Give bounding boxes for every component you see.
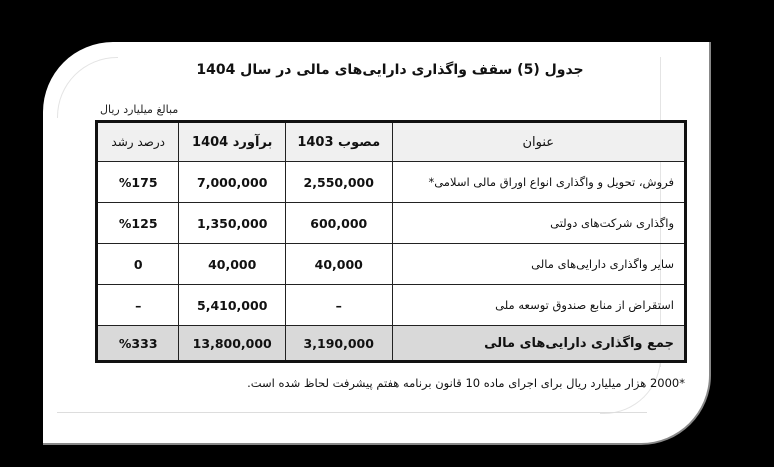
table-total-row	[97, 326, 686, 362]
row-estimate-1404: 5,410,000	[179, 285, 286, 326]
row-approved-1403: 600,000	[285, 203, 392, 244]
table-row	[97, 244, 686, 285]
row-title: فروش، تحویل و واگذاری انواع اوراق مالی اسلامی*	[392, 162, 685, 203]
row-growth-percent: –	[97, 285, 179, 326]
table-row	[97, 285, 686, 326]
footnote: *2000 هزار میلیارد ریال برای اجرای ماده 10 قانون برنامه هفتم پیشرفت لحاظ شده است.	[247, 376, 685, 390]
row-title: واگذاری شرکت‌های دولتی	[392, 203, 685, 244]
row-growth-percent: 0	[97, 244, 179, 285]
decorative-divider	[57, 412, 647, 413]
row-estimate-1404: 40,000	[179, 244, 286, 285]
row-growth-percent: %175	[97, 162, 179, 203]
row-approved-1403: –	[285, 285, 392, 326]
row-title: استقراض از منابع صندوق توسعه ملی	[392, 285, 685, 326]
row-approved-1403: 40,000	[285, 244, 392, 285]
row-approved-1403: 2,550,000	[285, 162, 392, 203]
row-growth-percent: %125	[97, 203, 179, 244]
table-title: جدول (5) سقف واگذاری دارایی‌های مالی در سال 1404	[196, 62, 584, 78]
table-row	[97, 162, 686, 203]
row-estimate-1404: 7,000,000	[179, 162, 286, 203]
unit-note: مبالغ میلیارد ریال	[100, 103, 179, 116]
header-title: عنوان	[392, 122, 685, 162]
header-approved-1403: مصوب 1403	[285, 122, 392, 162]
total-growth-percent: %333	[97, 326, 179, 362]
header-estimate-1404: برآورد 1404	[179, 122, 286, 162]
financial-assets-table	[95, 120, 687, 363]
total-approved-1403: 3,190,000	[285, 326, 392, 362]
table-header-row	[97, 122, 686, 162]
header-growth-percent: درصد رشد	[97, 122, 179, 162]
row-title: سایر واگذاری دارایی‌های مالی	[392, 244, 685, 285]
total-estimate-1404: 13,800,000	[179, 326, 286, 362]
table-row	[97, 203, 686, 244]
row-estimate-1404: 1,350,000	[179, 203, 286, 244]
total-title: جمع واگذاری دارایی‌های مالی	[392, 326, 685, 362]
